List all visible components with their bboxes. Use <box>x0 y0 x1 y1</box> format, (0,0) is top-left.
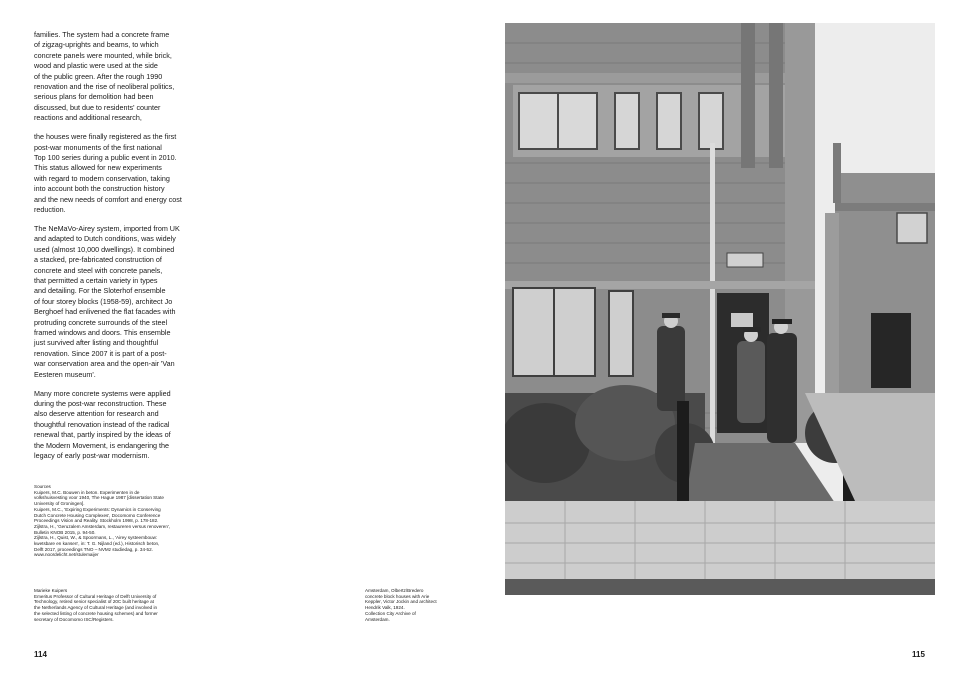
page-number-left: 114 <box>34 650 47 659</box>
photo-caption: Amsterdam, Olbertz/Bredero concrete block houses with Arie Keppler, Victor Jockin and architect Hendrik Valk, 1924. Collection City Archive of Amsterdam. <box>365 588 437 622</box>
sources-list: Sources Kuipers, M.C. Bouwen in beton. Experimenten in de volkshuisvesting voor 1940, The Hague 1987 [dissertation State University of Groningen]. Kuipers, M.C., 'Expiring Experiments: Dynamics in Conserving Dutch Concrete Housing Complexes', Docomomo Conference Proceedings Vision and Reality. Stockholm 1998, p. 178-182. Zijlstra, H., 'Geruzalem Amsterdam, restaureren versus renoveren', Bulletin KNOB 2015, p. 94-50. Zijlstra, H., Quist, W., & Spoormans, L., 'Airey systeembouw: kwetsbare en kansen', in: T. G. Nijland (ed.), Historisch beton, Delft 2017, proceedings TNO – NVMz studiedag, p. 34-52. www.noordelicht.net/stulemaijer <box>34 484 171 558</box>
paragraph-1: families. The system had a concrete frame of zigzag-uprights and beams, to which concrete panels were mounted, while brick, wood and plastic were used at the side of the public green. After the rough 1990 renovation and the rise of neoliberal politics, serious plans for demolition had been discussed, but due to residents' counter reactions and additional research, <box>34 30 175 123</box>
author-bio: Marieke Kuipers Emeritus Professor of Cultural Heritage of Delft University of Technology, retired senior specialist of 20C built heritage at the Netherlands Agency of Cultural Heritage (and involved in the selected listing of concrete housing schemes) and former secretary of Docomomo ISC/Registers. <box>34 588 158 622</box>
paragraph-2: the houses were finally registered as the first post-war monuments of the first national Top 100 series during a public event in 2010. This status allowed for new experiments with regard to modern conservation, taking into account both the construction history and the new needs of comfort and energy cost reduction. <box>34 132 182 214</box>
historic-photo <box>505 23 935 595</box>
paragraph-4: Many more concrete systems were applied during the post-war reconstruction. These also deserve attention for research and thoughtful renovation instead of the radical renewal that, partly inspired by the ideas of the Modern Movement, is endangering the legacy of early post-war modernism. <box>34 388 171 460</box>
paragraph-3: The NeMaVo-Airey system, imported from UK and adapted to Dutch conditions, was widely used (almost 10,000 dwellings). It combined a stacked, pre-fabricated construction of concrete and steel with concrete panels, that permitted a certain variety in types and detailing. For the Sloterhof ensemble of four storey blocks (1958-59), architect Jo Berghoef had enlivened the flat facades with protruding concrete surrounds of the steel framed windows and doors. This ensemble just survived after listing and thoughtful renovation. Since 2007 it is part of a post- war conservation area and the open-air 'Van Eesteren museum'. <box>34 223 180 379</box>
page-number-right: 115 <box>912 650 925 659</box>
body-text-column <box>34 30 194 470</box>
